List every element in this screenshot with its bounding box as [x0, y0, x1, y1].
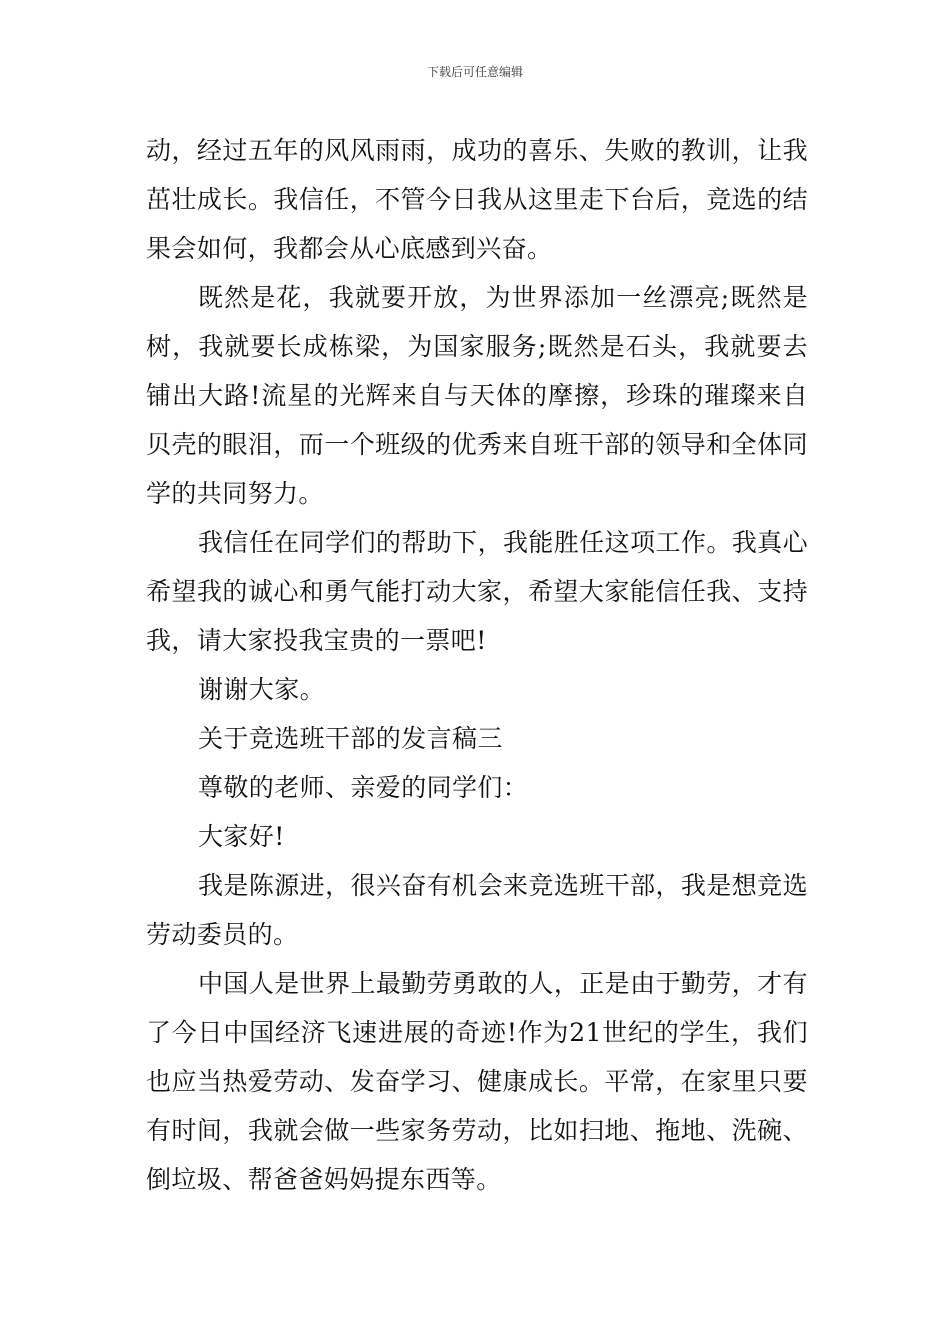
greeting: 大家好!: [198, 822, 285, 851]
paragraph-3: 我信任在同学们的帮助下，我能胜任这项工作。我真心希望我的诚心和勇气能打动大家，希望大家能信任我、支持我，请大家投我宝贵的一票吧!: [146, 528, 808, 655]
section-title: 关于竞选班干部的发言稿三: [198, 724, 503, 753]
page-header-note: 下载后可任意编辑: [426, 65, 523, 79]
paragraph-1: 动，经过五年的风风雨雨，成功的喜乐、失败的教训，让我茁壮成长。我信任，不管今日我从这里走下台后，竞选的结果会如何，我都会从心底感到兴奋。: [146, 136, 808, 263]
salutation: 尊敬的老师、亲爱的同学们：: [198, 773, 529, 802]
paragraph-intro: 我是陈源进，很兴奋有机会来竞选班干部，我是想竞选劳动委员的。: [146, 871, 808, 949]
document-body: [146, 126, 808, 1204]
paragraph-2: 既然是花，我就要开放，为世界添加一丝漂亮;既然是树，我就要长成栋梁，为国家服务;既然是石头，我就要去铺出大路!流星的光辉来自与天体的摩擦，珍珠的璀璨来自贝壳的眼泪，而一个班级的优秀来自班干部的领导和全体同学的共同努力。: [146, 283, 808, 508]
paragraph-labor: 中国人是世界上最勤劳勇敢的人，正是由于勤劳，才有了今日中国经济飞速进展的奇迹!作为21世纪的学生，我们也应当热爱劳动、发奋学习、健康成长。平常，在家里只要有时间，我就会做一些家务劳动，比如扫地、拖地、洗碗、倒垃圾、帮爸爸妈妈提东西等。: [146, 969, 808, 1194]
paragraph-thanks: 谢谢大家。: [198, 675, 326, 704]
